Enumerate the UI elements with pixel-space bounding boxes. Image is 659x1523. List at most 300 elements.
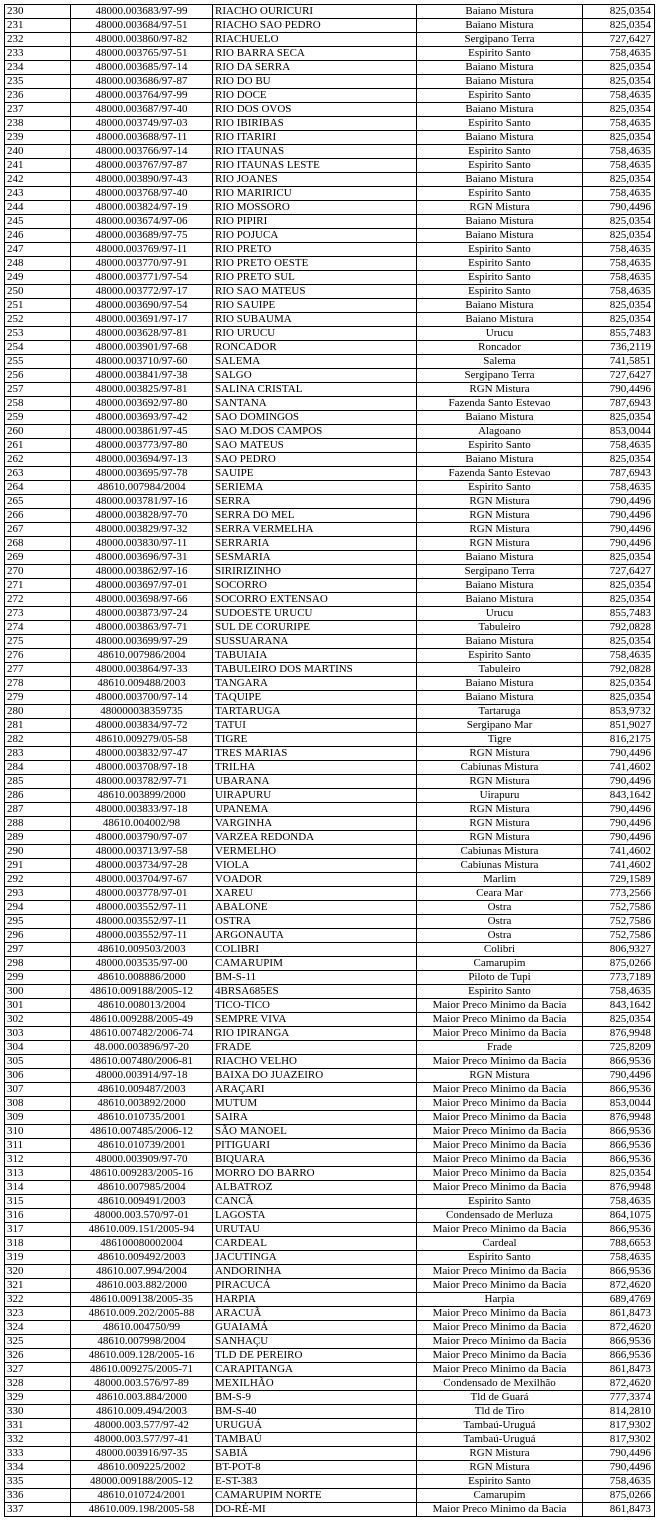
row-number-cell: 329 — [5, 1391, 71, 1405]
minimum-price-cell: 825,0354 — [583, 691, 655, 705]
minimum-price-cell: 758,4635 — [583, 117, 655, 131]
process-number-cell: 48000.003693/97-42 — [71, 411, 213, 425]
reference-stream-cell: Maior Preco Minimo da Bacia — [417, 1363, 583, 1377]
field-name-cell: SUL DE CORURIPE — [213, 621, 417, 635]
table-row — [5, 1027, 655, 1041]
process-number-cell: 48000.003781/97-16 — [71, 495, 213, 509]
field-name-cell: UBARANA — [213, 775, 417, 789]
minimum-price-cell: 825,0354 — [583, 75, 655, 89]
minimum-price-cell: 790,4496 — [583, 495, 655, 509]
minimum-price-cell: 758,4635 — [583, 481, 655, 495]
reference-stream-cell: Maior Preco Minimo da Bacia — [417, 1167, 583, 1181]
field-name-cell: RIO PRETO — [213, 243, 417, 257]
minimum-price-cell: 855,7483 — [583, 327, 655, 341]
reference-stream-cell: Sergipano Terra — [417, 369, 583, 383]
reference-stream-cell: Espirito Santo — [417, 187, 583, 201]
reference-stream-cell: RGN Mistura — [417, 831, 583, 845]
reference-stream-cell: Ceara Mar — [417, 887, 583, 901]
reference-stream-cell: Baiano Mistura — [417, 215, 583, 229]
table-row — [5, 873, 655, 887]
process-number-cell: 48610.009225/2002 — [71, 1461, 213, 1475]
row-number-cell: 261 — [5, 439, 71, 453]
field-name-cell: ARAÇARI — [213, 1083, 417, 1097]
reference-stream-cell: Maior Preco Minimo da Bacia — [417, 1503, 583, 1517]
reference-stream-cell: Condensado de Mexilhão — [417, 1377, 583, 1391]
process-number-cell: 48000.003687/97-40 — [71, 103, 213, 117]
process-number-cell: 48000.003699/97-29 — [71, 635, 213, 649]
row-number-cell: 336 — [5, 1489, 71, 1503]
reference-stream-cell: Espirito Santo — [417, 271, 583, 285]
process-number-cell: 48610.008013/2004 — [71, 999, 213, 1013]
row-number-cell: 253 — [5, 327, 71, 341]
minimum-price-cell: 843,1642 — [583, 789, 655, 803]
table-row — [5, 425, 655, 439]
field-name-cell: COLIBRI — [213, 943, 417, 957]
reference-stream-cell: Alagoano — [417, 425, 583, 439]
row-number-cell: 266 — [5, 509, 71, 523]
row-number-cell: 337 — [5, 1503, 71, 1517]
field-name-cell: VARGINHA — [213, 817, 417, 831]
field-name-cell: RIACHO OURICURI — [213, 5, 417, 19]
reference-stream-cell: Baiano Mistura — [417, 299, 583, 313]
row-number-cell: 272 — [5, 593, 71, 607]
table-row — [5, 145, 655, 159]
row-number-cell: 296 — [5, 929, 71, 943]
reference-stream-cell: RGN Mistura — [417, 817, 583, 831]
field-name-cell: RIACHO VELHO — [213, 1055, 417, 1069]
process-number-cell: 48000.003914/97-18 — [71, 1069, 213, 1083]
minimum-price-cell: 814,2810 — [583, 1405, 655, 1419]
row-number-cell: 311 — [5, 1139, 71, 1153]
row-number-cell: 275 — [5, 635, 71, 649]
table-row — [5, 1335, 655, 1349]
process-number-cell: 48610.009138/2005-35 — [71, 1293, 213, 1307]
reference-stream-cell: RGN Mistura — [417, 775, 583, 789]
table-row — [5, 831, 655, 845]
reference-stream-cell: Espirito Santo — [417, 145, 583, 159]
process-number-cell: 48000.003690/97-54 — [71, 299, 213, 313]
field-name-cell: VARZEA REDONDA — [213, 831, 417, 845]
process-number-cell: 48000.003841/97-38 — [71, 369, 213, 383]
reference-stream-cell: Fazenda Santo Estevao — [417, 397, 583, 411]
row-number-cell: 278 — [5, 677, 71, 691]
minimum-price-cell: 790,4496 — [583, 523, 655, 537]
process-number-cell: 48000.003674/97-06 — [71, 215, 213, 229]
minimum-price-cell: 825,0354 — [583, 1167, 655, 1181]
reference-stream-cell: Espirito Santo — [417, 439, 583, 453]
process-number-cell: 48000.003832/97-47 — [71, 747, 213, 761]
process-number-cell: 48000.003860/97-82 — [71, 33, 213, 47]
field-name-cell: URUGUÁ — [213, 1419, 417, 1433]
field-name-cell: BIQUARA — [213, 1153, 417, 1167]
reference-stream-cell: Ostra — [417, 929, 583, 943]
field-name-cell: SAO PEDRO — [213, 453, 417, 467]
process-number-cell: 48.000.003896/97-20 — [71, 1041, 213, 1055]
reference-stream-cell: Maior Preco Minimo da Bacia — [417, 1265, 583, 1279]
reference-stream-cell: Espirito Santo — [417, 1475, 583, 1489]
field-name-cell: TRES MARIAS — [213, 747, 417, 761]
table-row — [5, 1041, 655, 1055]
table-row — [5, 1125, 655, 1139]
table-row — [5, 1097, 655, 1111]
reference-stream-cell: Tld de Guará — [417, 1391, 583, 1405]
table-row — [5, 89, 655, 103]
table-row — [5, 159, 655, 173]
table-row — [5, 131, 655, 145]
minimum-price-cell: 790,4496 — [583, 817, 655, 831]
row-number-cell: 230 — [5, 5, 71, 19]
row-number-cell: 297 — [5, 943, 71, 957]
process-number-cell: 48000.003684/97-51 — [71, 19, 213, 33]
process-number-cell: 48610.009491/2003 — [71, 1195, 213, 1209]
row-number-cell: 330 — [5, 1405, 71, 1419]
table-row — [5, 1363, 655, 1377]
field-name-cell: RIO ITARIRI — [213, 131, 417, 145]
process-number-cell: 48000.003.577/97-42 — [71, 1419, 213, 1433]
minimum-price-cell: 866,9536 — [583, 1153, 655, 1167]
row-number-cell: 285 — [5, 775, 71, 789]
process-number-cell: 48000.003828/97-70 — [71, 509, 213, 523]
reference-stream-cell: RGN Mistura — [417, 523, 583, 537]
minimum-price-cell: 758,4635 — [583, 439, 655, 453]
field-name-cell: CAMARUPIM NORTE — [213, 1489, 417, 1503]
minimum-price-cell: 758,4635 — [583, 649, 655, 663]
minimum-price-cell: 866,9536 — [583, 1265, 655, 1279]
process-number-cell: 48000.003698/97-66 — [71, 593, 213, 607]
minimum-price-cell: 806,9327 — [583, 943, 655, 957]
process-number-cell: 48610.003899/2000 — [71, 789, 213, 803]
field-name-cell: SERRA — [213, 495, 417, 509]
field-name-cell: RIO PRETO SUL — [213, 271, 417, 285]
table-row — [5, 775, 655, 789]
field-name-cell: SERRA VERMELHA — [213, 523, 417, 537]
minimum-price-cell: 825,0354 — [583, 411, 655, 425]
reference-stream-cell: Maior Preco Minimo da Bacia — [417, 1013, 583, 1027]
reference-stream-cell: Maior Preco Minimo da Bacia — [417, 1055, 583, 1069]
field-name-cell: RIO DO BU — [213, 75, 417, 89]
row-number-cell: 254 — [5, 341, 71, 355]
minimum-price-cell: 825,0354 — [583, 635, 655, 649]
process-number-cell: 48000.003704/97-67 — [71, 873, 213, 887]
reference-stream-cell: Espirito Santo — [417, 649, 583, 663]
process-number-cell: 48610.009.151/2005-94 — [71, 1223, 213, 1237]
field-name-cell: TAMBAÚ — [213, 1433, 417, 1447]
field-name-cell: SAO DOMINGOS — [213, 411, 417, 425]
table-row — [5, 453, 655, 467]
table-row — [5, 1321, 655, 1335]
row-number-cell: 240 — [5, 145, 71, 159]
minimum-price-cell: 741,4602 — [583, 845, 655, 859]
reference-stream-cell: Roncador — [417, 341, 583, 355]
field-name-cell: SALEMA — [213, 355, 417, 369]
process-number-cell: 48000.003873/97-24 — [71, 607, 213, 621]
field-name-cell: SERIEMA — [213, 481, 417, 495]
row-number-cell: 282 — [5, 733, 71, 747]
row-number-cell: 289 — [5, 831, 71, 845]
field-name-cell: TLD DE PEREIRO — [213, 1349, 417, 1363]
table-row — [5, 635, 655, 649]
field-name-cell: RIACHO SAO PEDRO — [213, 19, 417, 33]
data-table-container — [4, 4, 655, 1517]
reference-stream-cell: Espirito Santo — [417, 243, 583, 257]
minimum-price-cell: 725,8209 — [583, 1041, 655, 1055]
minimum-price-cell: 866,9536 — [583, 1055, 655, 1069]
row-number-cell: 295 — [5, 915, 71, 929]
process-number-cell: 48000.003890/97-43 — [71, 173, 213, 187]
process-number-cell: 48610.009.198/2005-58 — [71, 1503, 213, 1517]
reference-stream-cell: Sergipano Mar — [417, 719, 583, 733]
field-name-cell: BM-S-40 — [213, 1405, 417, 1419]
minimum-price-cell: 777,3374 — [583, 1391, 655, 1405]
process-number-cell: 48610.010735/2001 — [71, 1111, 213, 1125]
table-row — [5, 691, 655, 705]
field-name-cell: DO-RÉ-MI — [213, 1503, 417, 1517]
reference-stream-cell: RGN Mistura — [417, 747, 583, 761]
minimum-price-cell: 861,8473 — [583, 1503, 655, 1517]
field-name-cell: BM-S-11 — [213, 971, 417, 985]
reference-stream-cell: Harpia — [417, 1293, 583, 1307]
row-number-cell: 317 — [5, 1223, 71, 1237]
row-number-cell: 249 — [5, 271, 71, 285]
table-row — [5, 411, 655, 425]
field-name-cell: RIO DOCE — [213, 89, 417, 103]
table-row — [5, 943, 655, 957]
field-name-cell: TATUI — [213, 719, 417, 733]
process-number-cell: 48610.007998/2004 — [71, 1335, 213, 1349]
field-name-cell: MUTUM — [213, 1097, 417, 1111]
minimum-price-cell: 825,0354 — [583, 313, 655, 327]
process-number-cell: 48610.009488/2003 — [71, 677, 213, 691]
reference-stream-cell: Baiano Mistura — [417, 551, 583, 565]
reference-stream-cell: RGN Mistura — [417, 1069, 583, 1083]
row-number-cell: 291 — [5, 859, 71, 873]
field-name-cell: PITIGUARI — [213, 1139, 417, 1153]
minimum-price-cell: 741,5851 — [583, 355, 655, 369]
minimum-price-cell: 866,9536 — [583, 1125, 655, 1139]
reference-stream-cell: Tabuleiro — [417, 663, 583, 677]
row-number-cell: 263 — [5, 467, 71, 481]
row-number-cell: 287 — [5, 803, 71, 817]
reference-stream-cell: Baiano Mistura — [417, 677, 583, 691]
reference-stream-cell: Maior Preco Minimo da Bacia — [417, 999, 583, 1013]
field-name-cell: PIRACUCÁ — [213, 1279, 417, 1293]
minimum-price-cell: 792,0828 — [583, 621, 655, 635]
field-name-cell: MORRO DO BARRO — [213, 1167, 417, 1181]
process-number-cell: 48610.010724/2001 — [71, 1489, 213, 1503]
row-number-cell: 316 — [5, 1209, 71, 1223]
minimum-price-cell: 843,1642 — [583, 999, 655, 1013]
minimum-price-cell: 741,4602 — [583, 859, 655, 873]
field-name-cell: SERRA DO MEL — [213, 509, 417, 523]
process-number-cell: 48610.003.882/2000 — [71, 1279, 213, 1293]
field-name-cell: RIO MOSSORO — [213, 201, 417, 215]
field-name-cell: UPANEMA — [213, 803, 417, 817]
reference-stream-cell: Baiano Mistura — [417, 313, 583, 327]
row-number-cell: 236 — [5, 89, 71, 103]
table-row — [5, 397, 655, 411]
process-number-cell: 48000.003.577/97-41 — [71, 1433, 213, 1447]
process-number-cell: 48610.009275/2005-71 — [71, 1363, 213, 1377]
row-number-cell: 312 — [5, 1153, 71, 1167]
process-number-cell: 48000.003696/97-31 — [71, 551, 213, 565]
reference-stream-cell: Baiano Mistura — [417, 691, 583, 705]
process-number-cell: 48000.003710/97-60 — [71, 355, 213, 369]
reference-stream-cell: Maior Preco Minimo da Bacia — [417, 1279, 583, 1293]
field-name-cell: RIO DOS OVOS — [213, 103, 417, 117]
minimum-price-cell: 861,8473 — [583, 1307, 655, 1321]
process-number-cell: 48610.009503/2003 — [71, 943, 213, 957]
table-row — [5, 1181, 655, 1195]
table-row — [5, 1461, 655, 1475]
minimum-price-cell: 758,4635 — [583, 257, 655, 271]
field-name-cell: RIO SAO MATEUS — [213, 285, 417, 299]
row-number-cell: 332 — [5, 1433, 71, 1447]
process-number-cell: 48610.008886/2000 — [71, 971, 213, 985]
reference-stream-cell: Baiano Mistura — [417, 229, 583, 243]
minimum-price-cell: 790,4496 — [583, 803, 655, 817]
process-number-cell: 48000.003863/97-71 — [71, 621, 213, 635]
row-number-cell: 265 — [5, 495, 71, 509]
field-name-cell: BAIXA DO JUAZEIRO — [213, 1069, 417, 1083]
table-row — [5, 761, 655, 775]
minimum-price-cell: 790,4496 — [583, 537, 655, 551]
reference-stream-cell: Piloto de Tupi — [417, 971, 583, 985]
table-row — [5, 971, 655, 985]
table-row — [5, 1083, 655, 1097]
table-row — [5, 313, 655, 327]
minimum-price-cell: 876,9948 — [583, 1027, 655, 1041]
minimum-price-cell: 825,0354 — [583, 593, 655, 607]
reference-stream-cell: RGN Mistura — [417, 537, 583, 551]
reference-stream-cell: RGN Mistura — [417, 803, 583, 817]
row-number-cell: 244 — [5, 201, 71, 215]
table-row — [5, 481, 655, 495]
reference-stream-cell: Cabiunas Mistura — [417, 845, 583, 859]
minimum-price-cell: 825,0354 — [583, 19, 655, 33]
field-name-cell: RONCADOR — [213, 341, 417, 355]
process-number-cell: 48610.003.884/2000 — [71, 1391, 213, 1405]
table-row — [5, 915, 655, 929]
reference-stream-cell: Espirito Santo — [417, 285, 583, 299]
row-number-cell: 334 — [5, 1461, 71, 1475]
table-row — [5, 1167, 655, 1181]
reference-stream-cell: Sergipano Terra — [417, 565, 583, 579]
row-number-cell: 323 — [5, 1307, 71, 1321]
field-name-cell: 4BRSA685ES — [213, 985, 417, 999]
field-name-cell: SUDOESTE URUCU — [213, 607, 417, 621]
reference-stream-cell: Baiano Mistura — [417, 173, 583, 187]
reference-stream-cell: Fazenda Santo Estevao — [417, 467, 583, 481]
reference-stream-cell: Maior Preco Minimo da Bacia — [417, 1125, 583, 1139]
row-number-cell: 246 — [5, 229, 71, 243]
minimum-price-cell: 790,4496 — [583, 747, 655, 761]
table-row — [5, 579, 655, 593]
reference-stream-cell: Marlim — [417, 873, 583, 887]
row-number-cell: 318 — [5, 1237, 71, 1251]
field-name-cell: RIO JOANES — [213, 173, 417, 187]
reference-stream-cell: Salema — [417, 355, 583, 369]
process-number-cell: 48000.003768/97-40 — [71, 187, 213, 201]
minimum-price-cell: 773,2566 — [583, 887, 655, 901]
process-number-cell: 48000.003685/97-14 — [71, 61, 213, 75]
row-number-cell: 248 — [5, 257, 71, 271]
reference-stream-cell: Espirito Santo — [417, 89, 583, 103]
table-row — [5, 467, 655, 481]
reference-stream-cell: Maior Preco Minimo da Bacia — [417, 1027, 583, 1041]
process-number-cell: 48000.003909/97-70 — [71, 1153, 213, 1167]
process-number-cell: 48000.003713/97-58 — [71, 845, 213, 859]
reference-stream-cell: Baiano Mistura — [417, 131, 583, 145]
table-row — [5, 663, 655, 677]
table-row — [5, 47, 655, 61]
row-number-cell: 290 — [5, 845, 71, 859]
reference-stream-cell: Maior Preco Minimo da Bacia — [417, 1139, 583, 1153]
process-number-cell: 48000.003688/97-11 — [71, 131, 213, 145]
process-number-cell: 48000.003552/97-11 — [71, 915, 213, 929]
row-number-cell: 322 — [5, 1293, 71, 1307]
field-name-cell: TABULEIRO DOS MARTINS — [213, 663, 417, 677]
field-name-cell: SAO M.DOS CAMPOS — [213, 425, 417, 439]
minimum-price-cell: 727,6427 — [583, 369, 655, 383]
table-row — [5, 537, 655, 551]
row-number-cell: 243 — [5, 187, 71, 201]
table-row — [5, 495, 655, 509]
row-number-cell: 301 — [5, 999, 71, 1013]
minimum-price-cell: 817,9302 — [583, 1433, 655, 1447]
field-name-cell: CAMARUPIM — [213, 957, 417, 971]
row-number-cell: 284 — [5, 761, 71, 775]
minimum-price-cell: 758,4635 — [583, 985, 655, 999]
table-row — [5, 187, 655, 201]
process-number-cell: 48000.003697/97-01 — [71, 579, 213, 593]
table-row — [5, 299, 655, 313]
minimum-price-cell: 825,0354 — [583, 5, 655, 19]
row-number-cell: 321 — [5, 1279, 71, 1293]
reference-stream-cell: Baiano Mistura — [417, 75, 583, 89]
process-number-cell: 48610.007985/2004 — [71, 1181, 213, 1195]
minimum-price-cell: 790,4496 — [583, 831, 655, 845]
reference-stream-cell: Baiano Mistura — [417, 453, 583, 467]
table-row — [5, 117, 655, 131]
reference-stream-cell: RGN Mistura — [417, 1447, 583, 1461]
process-number-cell: 48000.003.576/97-89 — [71, 1377, 213, 1391]
field-name-cell: SUSSUARANA — [213, 635, 417, 649]
reference-stream-cell: Baiano Mistura — [417, 593, 583, 607]
minimum-price-cell: 788,6653 — [583, 1237, 655, 1251]
minimum-price-cell: 758,4635 — [583, 145, 655, 159]
table-row — [5, 1419, 655, 1433]
minimum-price-cell: 866,9536 — [583, 1083, 655, 1097]
minimum-price-cell: 790,4496 — [583, 509, 655, 523]
process-number-cell: 48610.004750/99 — [71, 1321, 213, 1335]
reference-stream-cell: RGN Mistura — [417, 509, 583, 523]
field-name-cell: CARDEAL — [213, 1237, 417, 1251]
table-row — [5, 929, 655, 943]
field-name-cell: RIO URUCU — [213, 327, 417, 341]
minimum-price-cell: 758,4635 — [583, 1195, 655, 1209]
process-number-cell: 48000.003862/97-16 — [71, 565, 213, 579]
reference-stream-cell: Maior Preco Minimo da Bacia — [417, 1181, 583, 1195]
row-number-cell: 308 — [5, 1097, 71, 1111]
row-number-cell: 310 — [5, 1125, 71, 1139]
row-number-cell: 274 — [5, 621, 71, 635]
process-number-cell: 48610.009487/2003 — [71, 1083, 213, 1097]
table-row — [5, 509, 655, 523]
row-number-cell: 313 — [5, 1167, 71, 1181]
table-row — [5, 1223, 655, 1237]
process-number-cell: 48000.003766/97-14 — [71, 145, 213, 159]
process-number-cell: 48000.003830/97-11 — [71, 537, 213, 551]
